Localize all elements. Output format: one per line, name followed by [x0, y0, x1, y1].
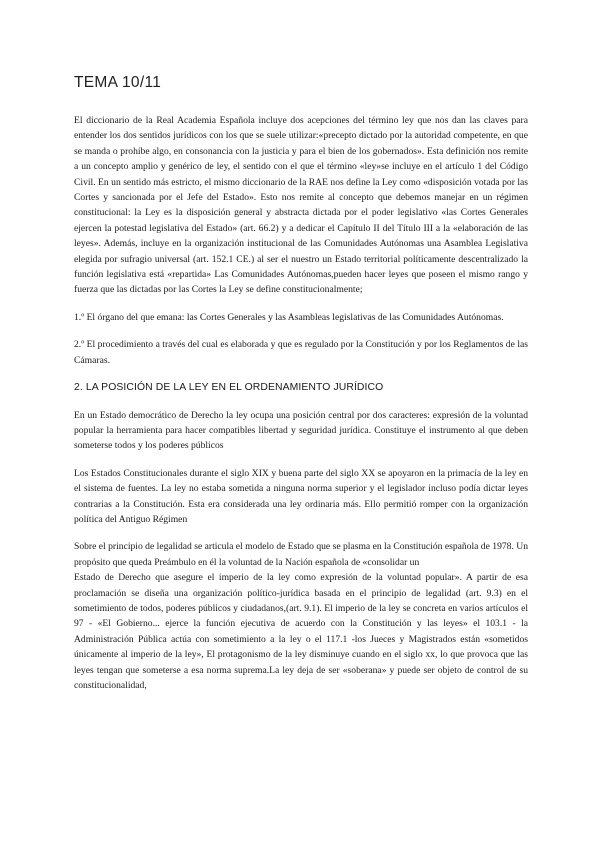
paragraph-item-1: 1.º El órgano del que emana: las Cortes Generales y las Asambleas legislativas de las Comunidades Autónomas.	[74, 311, 504, 323]
paragraph-section-4: Estado de Derecho que asegure el imperio de la ley como expresión de la voluntad popular». A partir de esa proclamación se diseña una organización político-jurídica basada en el principio de legalidad (art. 9.3) en el sometimiento de todos, poderes públicos y ciudadanos,(art. 9.1). El imperio de la ley se concreta en varios artículos el 97 - «El Gobierno... ejerce la función ejecutiva de acuerdo con la Constitución y las leyes» el 103.1 - la Administración Pública actúa con sometimiento a la ley o el 117.1 -los Jueces y Magistrados están «sometidos únicamente al imperio de la ley», El protagonismo de la ley disminuye cuando en el siglo xx, lo que provoca que las leyes tengan que someterse a esa norma suprema.La ley deja de ser «soberana» y puede ser objeto de control de su constitucionalidad,	[74, 572, 528, 691]
page-title: TEMA 10/11	[74, 74, 162, 91]
section-heading: 2. LA POSICIÓN DE LA LEY EN EL ORDENAMIENTO JURÍDICO	[74, 382, 384, 394]
paragraph-section-3: Sobre el principio de legalidad se articula el modelo de Estado que se plasma en la Constitución española de 1978. Un propósito que queda Preámbulo en él la voluntad de la Nación española de «consolidar un	[74, 541, 528, 568]
document-body	[74, 113, 528, 705]
paragraph-section-1: En un Estado democrático de Derecho la ley ocupa una posición central por dos caracteres: expresión de la voluntad popular la herramienta para hacer compatibles libertad y seguridad jurídica. Constituye el instrumento al que deben someterse todos y los poderes públicos	[74, 409, 528, 452]
paragraph-intro: El diccionario de la Real Academia Española incluye dos acepciones del término ley que nos dan las claves para entender los dos sentidos jurídicos con los que se suele utilizar:«precepto dictado por la autoridad competente, en que se manda o prohíbe algo, en consonancia con la justicia y para el bien de los gobernados». Esta definición nos remite a un concepto amplio y genérico de ley, el sentido con el que el término «ley»se incluye en el artículo 1 del Código Civil. En un sentido más estricto, el mismo diccionario de la RAE nos define la Ley como «disposición votada por las Cortes y sancionada por el Jefe del Estado». Esto nos remite al concepto que debemos manejar en un régimen constitucional: la Ley es la disposición general y abstracta dictada por el poder legislativo «las Cortes Generales ejercen la potestad legislativa del Estado» (art. 66.2) y a dedicar el Capítulo II del Título III a la «elaboración de las leyes». Además, incluye en la organización institucional de las Comunidades Autónomas una Asamblea Legislativa elegida por sufragio universal (art. 152.1 CE.) al ser el nuestro un Estado territorial políticamente descentralizado la función legislativa está «repartida» Las Comunidades Autónomas,pueden hacer leyes que poseen el mismo rango y fuerza que las dictadas por las Cortes la Ley se define constitucionalmente;	[74, 115, 528, 296]
paragraph-item-2: 2.º El procedimiento a través del cual es elaborada y que es regulado por la Constitución y por los Reglamentos de las Cámaras.	[74, 339, 528, 366]
paragraph-section-2: Los Estados Constitucionales durante el siglo XIX y buena parte del siglo XX se apoyaron en la primacía de la ley en el sistema de fuentes. La ley no estaba sometida a ninguna norma superior y el legislador incluso podía dictar leyes contrarias a la Constitución. Esta era considerada una ley ordinaria más. Ello permitió romper con la organización política del Antiguo Régimen	[74, 467, 528, 525]
